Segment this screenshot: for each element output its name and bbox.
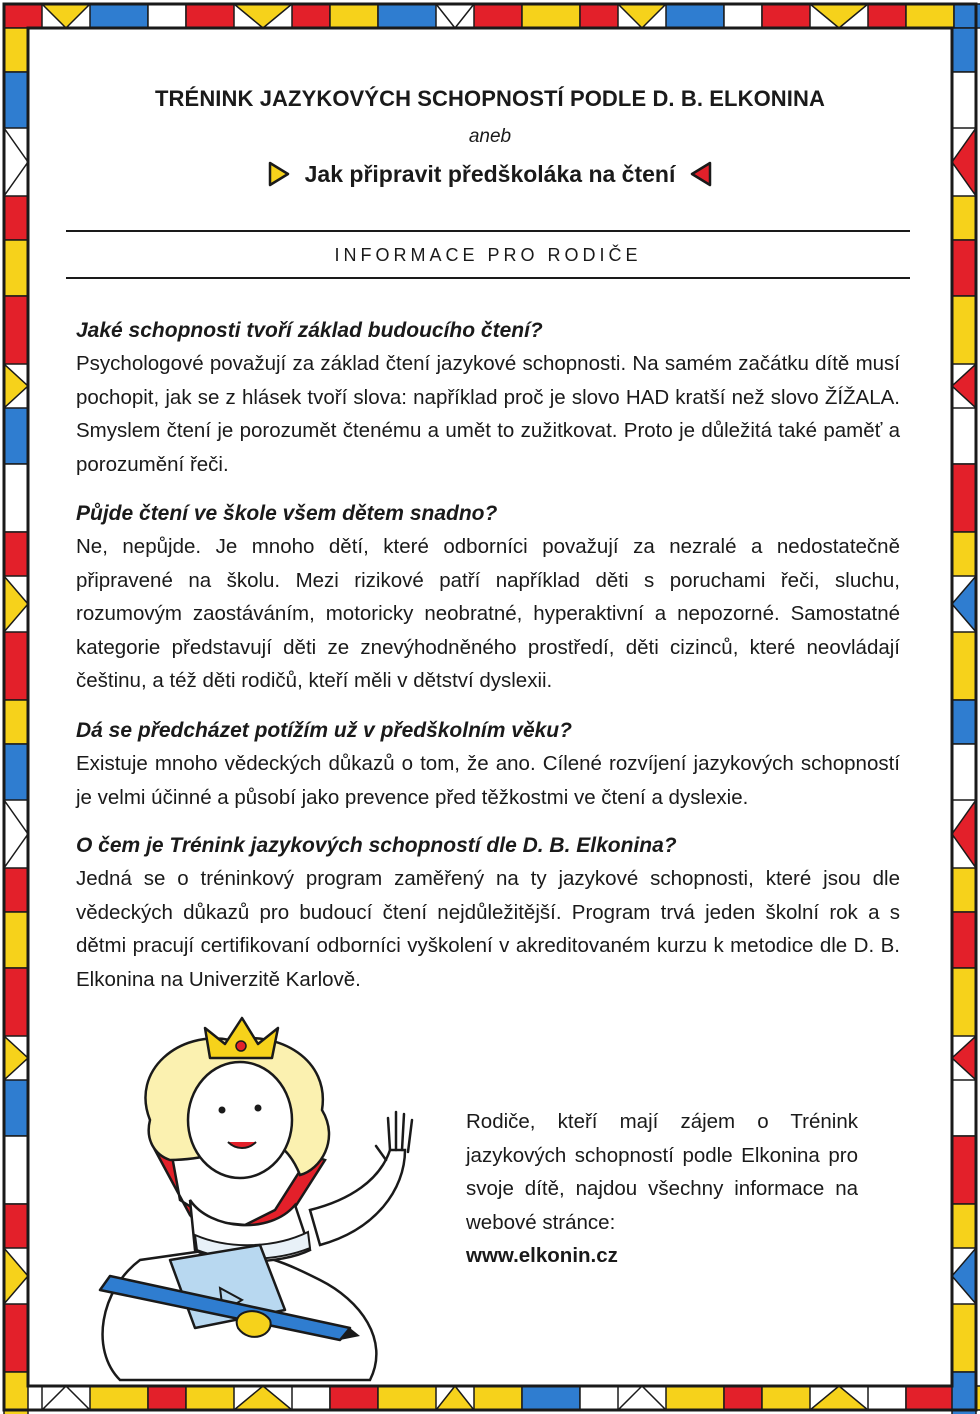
page-title: TRÉNINK JAZYKOVÝCH SCHOPNOSTÍ PODLE D. B. ELKONINA (155, 86, 825, 111)
qa-block-1 (76, 314, 900, 481)
answer-3: Existuje mnoho vědeckých důkazů o tom, že ano. Cílené rozvíjení jazykových schopností je velmi účinné a působí jako prevence před těžkostmi ve čtení a dyslexie. (76, 752, 900, 809)
page-subtitle: Jak připravit předškoláka na čtení (304, 160, 676, 187)
crown-icon (205, 1018, 278, 1058)
question-1: Jaké schopnosti tvoří základ budoucího čtení? (76, 319, 543, 342)
bottom-divider (66, 277, 910, 279)
answer-4: Jedná se o tréninkový program zaměřený na ty jazykové schopnosti, které jsou dle vědeckých důkazů pro budoucí čtení nejdůležitější. Program trvá jeden školní rok a s dětmi pracují certifikovaní odborníci vyškolení v akreditovaném kurzu k metodice dle D. B. Elkonina na Univerzitě Karlově. (76, 867, 900, 991)
qa-block-4 (76, 829, 900, 996)
website-link[interactable]: www.elkonin.cz (466, 1244, 618, 1267)
footer-text: Rodiče, kteří mají zájem o Trénink jazykových schopností podle Elkonina pro svoje dítě, najdou všechny informace na webové stránce: (466, 1110, 858, 1234)
queen-eye-right (255, 1105, 262, 1112)
top-divider (66, 230, 910, 232)
qa-block-3 (76, 714, 900, 814)
queen-book-hand (237, 1311, 271, 1337)
footer-note (466, 1105, 858, 1273)
question-3: Dá se předcházet potížím už v předškolním věku? (76, 719, 572, 742)
triangle-right-icon (267, 160, 291, 188)
answer-2: Ne, nepůjde. Je mnoho dětí, které odborníci považují za nezralé a nedostatečně připravené na školu. Mezi rizikové patří například děti s poruchami řeči, sluchu, rozumovým zaostáváním, motoricky neobratné, hyperaktivní a nepozorné. Samostatné kategorie představují děti ze znevýhodněného prostředí, děti cizinců, které neovládají češtinu, a též děti rodičů, kteří měli v dětství dyslexii. (76, 535, 900, 692)
question-4: O čem je Trénink jazykových schopností dle D. B. Elkonina? (76, 834, 677, 857)
queen-eye-left (219, 1107, 226, 1114)
answer-1: Psychologové považují za základ čtení jazykové schopnosti. Na samém začátku dítě musí pochopit, jak se z hlásek tvoří slova: například proč je slovo HAD kratší než slovo ŽÍŽALA. Smyslem čtení je porozumět čtenému a umět to zužitkovat. Proto je důležitá také paměť a porozumění řeči. (76, 352, 900, 476)
crown-jewel (236, 1041, 246, 1051)
queen-face (188, 1062, 292, 1178)
qa-block-2 (76, 497, 900, 698)
subtitle-row (60, 160, 920, 188)
section-label: INFORMACE PRO RODIČE (334, 245, 642, 265)
queen-illustration (60, 1010, 440, 1386)
queen-arm (310, 1150, 405, 1245)
question-2: Půjde čtení ve škole všem dětem snadno? (76, 502, 498, 525)
title-connector: aneb (468, 126, 512, 147)
triangle-left-icon (689, 160, 713, 188)
